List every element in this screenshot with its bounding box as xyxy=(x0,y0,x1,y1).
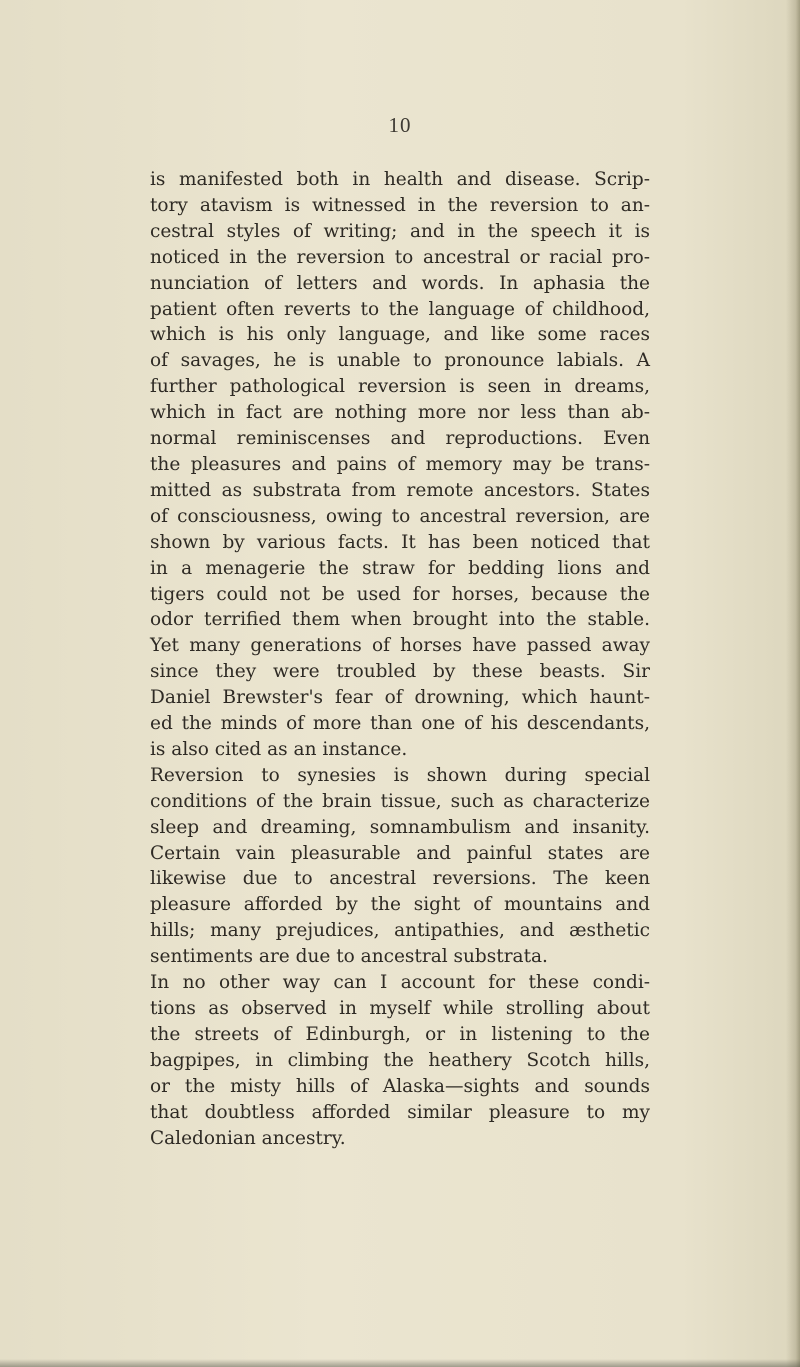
text-line: bagpipes, in climbing the heathery Scotch hills, xyxy=(150,1049,650,1071)
text-line: sentiments are due to ancestral substrata. xyxy=(150,946,548,968)
text-line: since they were troubled by these beasts. Sir xyxy=(150,661,650,683)
text-line: tigers could not be used for horses, because the xyxy=(150,583,650,605)
text-line: likewise due to ancestral reversions. The keen xyxy=(150,868,650,890)
page-edge-shadow xyxy=(786,0,800,1367)
text-line: or the misty hills of Alaska—sights and sounds xyxy=(150,1075,650,1097)
text-line: is manifested both in health and disease. Scrip- xyxy=(150,169,650,190)
text-line: is also cited as an instance. xyxy=(150,738,408,760)
text-line: tory atavism is witnessed in the reversion to an- xyxy=(150,194,650,216)
text-line: mitted as substrata from remote ancestors. States xyxy=(150,479,650,501)
text-line: ed the minds of more than one of his descendants, xyxy=(150,713,650,735)
text-line: Certain vain pleasurable and painful states are xyxy=(150,842,650,864)
text-line: the streets of Edinburgh, or in listening to the xyxy=(150,1023,650,1045)
text-line: which in fact are nothing more nor less than ab- xyxy=(150,402,650,424)
text-line: Caledonian ancestry. xyxy=(150,1127,346,1149)
text-line: sleep and dreaming, somnambulism and insanity. xyxy=(150,816,650,838)
text-line: noticed in the reversion to ancestral or racial pro- xyxy=(150,246,650,268)
text-line: conditions of the brain tissue, such as characterize xyxy=(150,790,650,812)
text-line: of savages, he is unable to pronounce labials. A xyxy=(150,350,650,372)
text-line: the pleasures and pains of memory may be trans- xyxy=(150,453,650,475)
text-line: normal reminiscenses and reproductions. Even xyxy=(150,428,650,450)
text-line: which is his only language, and like some races xyxy=(150,324,650,346)
body-text xyxy=(150,167,650,1151)
text-line: shown by various facts. It has been noticed that xyxy=(150,531,650,553)
text-line: of consciousness, owing to ancestral reversion, are xyxy=(150,505,650,527)
text-line: hills; many prejudices, antipathies, and æsthetic xyxy=(150,920,650,942)
text-line: odor terrified them when brought into the stable. xyxy=(150,609,650,631)
text-line: in a menagerie the straw for bedding lions and xyxy=(150,557,650,579)
page-bottom-shadow xyxy=(0,1359,800,1367)
text-line: nunciation of letters and words. In aphasia the xyxy=(150,272,650,294)
text-line: tions as observed in myself while strolling about xyxy=(150,998,650,1019)
text-line: Yet many generations of horses have passed away xyxy=(150,635,650,657)
page-number: 10 xyxy=(388,113,412,137)
text-line: that doubtless afforded similar pleasure to my xyxy=(150,1101,650,1123)
text-line: Reversion to synesies is shown during special xyxy=(150,764,650,786)
text-line: In no other way can I account for these condi- xyxy=(150,972,650,994)
text-line: further pathological reversion is seen in dreams, xyxy=(150,376,650,398)
text-line: cestral styles of writing; and in the speech it is xyxy=(150,220,650,242)
text-line: pleasure afforded by the sight of mountains and xyxy=(150,894,650,916)
text-line: patient often reverts to the language of childhood, xyxy=(150,298,650,320)
text-line: Daniel Brewster's fear of drowning, which haunt- xyxy=(150,687,650,709)
